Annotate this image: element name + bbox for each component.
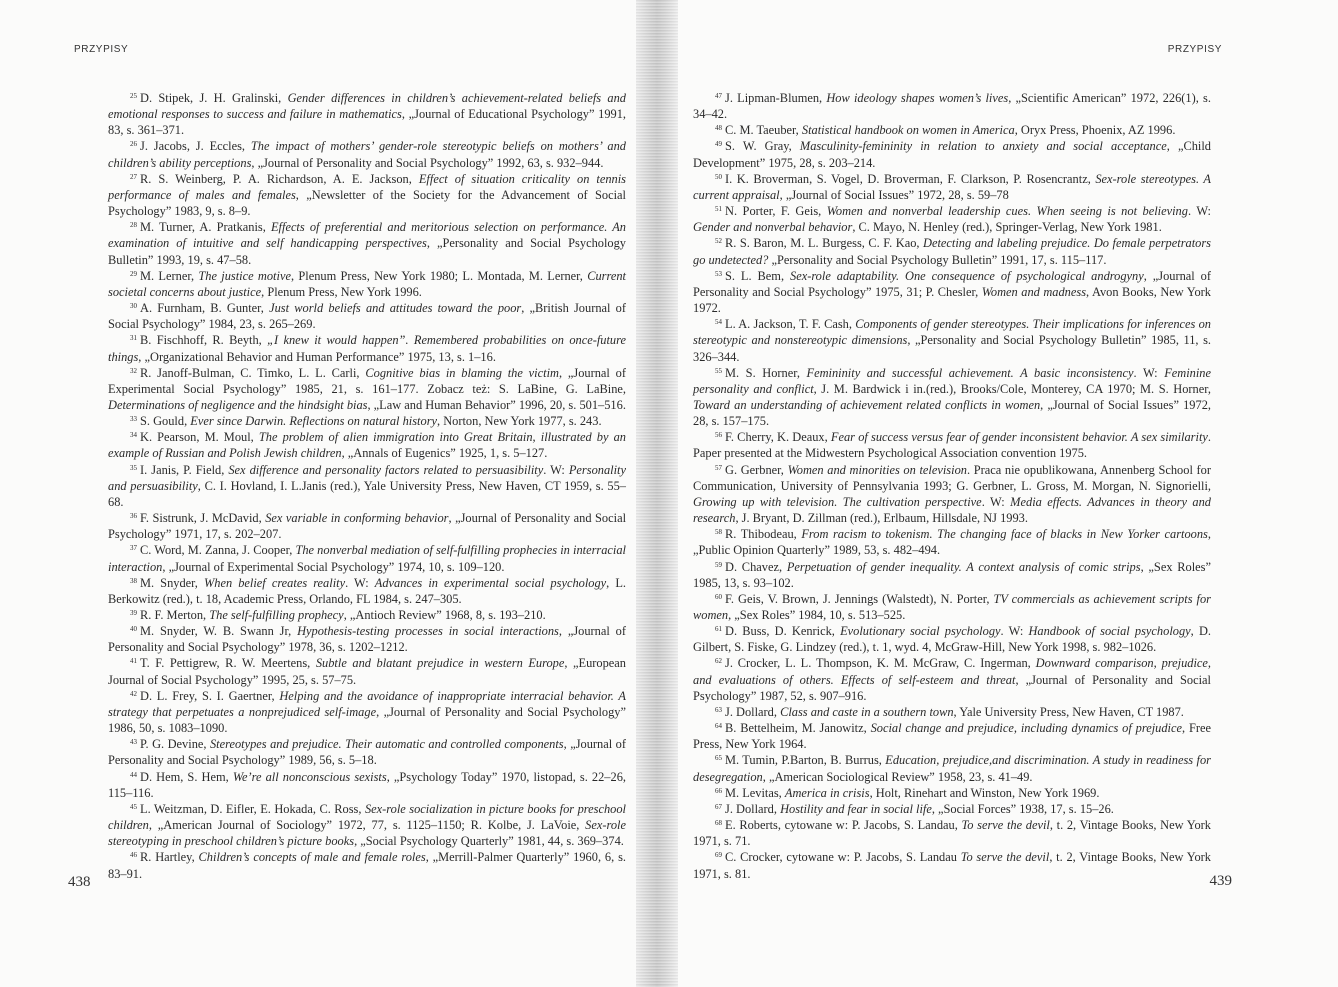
footnote-text: „Personality and Social Psychology Bulletin” 1991, 17, s. 115–117.	[768, 252, 1107, 267]
footnote-title-text: Handbook of social psychology	[1028, 624, 1191, 639]
footnote-57	[693, 462, 1211, 527]
footnote-text: , „American Sociological Review” 1958, 23, s. 41–49.	[762, 769, 1033, 784]
footnote-text: M. Tumin, P.Barton, B. Burrus,	[725, 753, 886, 768]
footnote-text: T. F. Pettigrew, R. W. Meertens,	[140, 656, 316, 671]
footnote-title-text: Sex variable in conforming behavior	[265, 511, 449, 526]
footnote-text: , „Psychology Today” 1970, listopad, s. 22–26, 115–116.	[108, 769, 626, 800]
footnote-marker: 32	[130, 366, 137, 375]
footnote-text: R. Hartley,	[140, 850, 199, 865]
footnote-31	[108, 332, 626, 364]
footnote-52	[693, 235, 1211, 267]
footnote-title-text: Determinations of negligence and the hindsight bias	[108, 397, 368, 412]
footnote-title-text: Women and nonverbal leadership cues. When seeing is not believing	[826, 204, 1188, 219]
footnote-text: , Holt, Rinehart and Winston, New York 1969.	[869, 785, 1100, 800]
footnote-title-text: Subtle and blatant prejudice in western Europe	[315, 656, 565, 671]
footnote-32	[108, 365, 626, 413]
footnote-text: . Paper presented at the Midwestern Psychological Association convention 1975.	[693, 430, 1211, 461]
footnote-45	[108, 801, 626, 849]
footnote-title-text: Class and caste in a southern town	[780, 704, 954, 719]
footnote-text: C. Crocker, cytowane w: P. Jacobs, S. Landau	[725, 850, 961, 865]
footnote-title-text: Sex-role socialization in picture books for preschool children	[108, 801, 626, 833]
footnote-text: , Free Press, New York 1964.	[693, 721, 1211, 752]
footnote-title-text: Hypothesis-testing processes in social interactions	[297, 624, 559, 639]
footnote-text: , „Journal of Experimental Social Psychology” 1974, 10, s. 109–120.	[162, 559, 505, 574]
footnote-text: , t. 2, Vintage Books, New York 1971, s. 81.	[693, 850, 1211, 881]
footnote-title-text: Women and minorities on television	[787, 462, 967, 477]
footnote-title-text: Detecting and labeling prejudice. Do female perpetrators go undetected?	[693, 236, 1211, 267]
footnote-text: , L. Berkowitz (red.), t. 18, Academic Press, Orlando, FL 1984, s. 247–305.	[108, 575, 626, 606]
footnote-marker: 49	[715, 140, 722, 149]
footnote-text: , t. 2, Vintage Books, New York 1971, s. 71.	[693, 818, 1211, 849]
footnote-text: M. Snyder, W. B. Swann Jr,	[140, 624, 298, 639]
footnote-title-text: Sex-role stereotyping in preschool children’s picture books	[108, 818, 626, 849]
footnote-marker: 59	[715, 560, 722, 569]
footnote-text: D. L. Frey, S. I. Gaertner,	[140, 688, 280, 703]
footnote-text: , „Sex Roles” 1984, 10, s. 513–525.	[728, 608, 906, 622]
footnote-title-text: Perpetuation of gender inequality. A context analysis of comic strips	[786, 559, 1141, 574]
footnote-text: , „Social Psychology Quarterly” 1981, 44, s. 369–374.	[354, 834, 624, 849]
footnote-65	[693, 752, 1211, 784]
footnote-26	[108, 138, 626, 170]
footnote-text: , „Newsletter of the Society for the Advancement of Social Psychology” 1983, 9, s. 8–9.	[108, 187, 626, 219]
footnote-51	[693, 203, 1211, 235]
footnote-title-text: Helping and the avoidance of inappropriate interracial behavior. A strategy that perpetuates a nonprejudiced self-image	[108, 688, 626, 719]
footnote-title-text: Stereotypes and prejudice. Their automatic and controlled components	[209, 737, 564, 752]
footnote-62	[693, 655, 1211, 703]
left-page	[0, 0, 640, 987]
footnote-marker: 47	[715, 92, 722, 100]
footnote-text: . W:	[1000, 624, 1029, 639]
footnote-text: , D. Gilbert, S. Fiske, G. Lindzey (red.), t. 1, wyd. 4, McGraw-Hill, New York 1998, s. 982–1026.	[693, 624, 1211, 655]
footnote-marker: 26	[130, 140, 137, 149]
footnote-43	[108, 736, 626, 768]
footnote-66	[693, 785, 1211, 801]
footnote-text: , „European Journal of Social Psychology” 1995, 25, s. 57–75.	[108, 656, 626, 687]
footnote-text: , Plenum Press, New York 1996.	[261, 284, 422, 299]
footnote-marker: 51	[715, 205, 722, 214]
footnote-title-text: TV commercials as achievement scripts for women	[693, 591, 1211, 622]
footnote-text: M. S. Horner,	[725, 365, 807, 380]
footnote-text: , „Annals of Eugenics” 1925, 1, s. 5–127.	[341, 446, 548, 461]
footnote-title-text: Sex-role stereotypes. A current appraisal	[693, 171, 1211, 202]
footnote-title-text: America in crisis	[784, 785, 870, 800]
footnote-marker: 35	[130, 463, 137, 472]
footnote-67	[693, 801, 1211, 817]
footnote-text: . W:	[1187, 204, 1211, 219]
footnote-text: , C. Mayo, N. Henley (red.), Springer-Verlag, New York 1981.	[852, 220, 1162, 235]
footnote-69	[693, 849, 1211, 881]
footnote-title-text: When belief creates reality	[203, 575, 346, 590]
footnote-marker: 58	[715, 528, 722, 537]
footnote-title-text: Advances in experimental social psychology	[374, 575, 607, 590]
footnote-text: , J. Bryant, D. Zillman (red.), Erlbaum, Hillsdale, NJ 1993.	[735, 511, 1028, 526]
footnote-marker: 57	[715, 463, 722, 472]
footnote-marker: 62	[715, 657, 722, 666]
footnote-marker: 29	[130, 269, 137, 278]
footnote-text: D. Buss, D. Kenrick,	[725, 624, 841, 639]
footnote-marker: 25	[130, 92, 137, 100]
footnote-title-text: Media effects. Advances in theory and research	[693, 494, 1212, 526]
footnote-44	[108, 769, 626, 801]
footnote-text: J. Jacobs, J. Eccles,	[140, 139, 251, 154]
footnote-marker: 68	[715, 819, 722, 828]
footnote-title-text: Education, prejudice,and discrimination. A study in readiness for desegregation	[693, 753, 1211, 784]
footnote-title-text: Social change and prejudice, including dynamics of prejudice	[870, 721, 1183, 736]
footnote-title-text: Downward comparison, prejudice, and evaluations of others. Effects of self-esteem and threat	[693, 656, 1211, 687]
footnote-text: N. Porter, F. Geis,	[725, 204, 827, 219]
footnote-34	[108, 429, 626, 461]
footnote-title-text: Hostility and fear in social life	[780, 801, 932, 816]
footnote-text: , „Journal of Personality and Social Psychology” 1975, 31; P. Chesler,	[693, 268, 1212, 299]
footnote-title-text: Ever since Darwin. Reflections on natural history	[190, 414, 438, 429]
footnote-text: , „Journal of Personality and Social Psychology” 1986, 50, s. 1083–1090.	[108, 704, 626, 736]
footnote-text: R. F. Merton,	[140, 608, 210, 622]
footnote-text: . W:	[981, 494, 1011, 509]
footnote-marker: 28	[130, 221, 137, 230]
footnote-text: . W:	[543, 462, 569, 477]
footnote-marker: 66	[715, 786, 722, 795]
footnote-text: , „British Journal of Social Psychology” 1984, 23, s. 265–269.	[108, 301, 626, 332]
footnote-marker: 50	[715, 172, 722, 181]
footnote-text: , „Journal of Educational Psychology” 1991, 83, s. 361–371.	[108, 107, 627, 138]
footnote-text: L. Weitzman, D. Eifler, E. Hokada, C. Ross,	[140, 801, 365, 816]
footnote-title-text: Personality and persuasibility	[108, 462, 626, 493]
footnote-marker: 38	[130, 576, 137, 585]
footnote-text: , „Scientific American” 1972, 226(1), s. 34–42.	[693, 91, 1211, 122]
footnote-54	[693, 316, 1211, 364]
footnote-marker: 63	[715, 705, 722, 714]
footnote-28	[108, 219, 626, 267]
footnote-text: . W:	[345, 575, 375, 590]
footnote-text: D. Hem, S. Hem,	[140, 769, 233, 784]
page-number: 438	[68, 874, 91, 890]
footnote-text: , „American Journal of Sociology” 1972, 77, s. 1125–1150; R. Kolbe, J. LaVoie,	[148, 818, 586, 833]
footnote-marker: 37	[130, 544, 137, 553]
footnote-text: F. Cherry, K. Deaux,	[725, 430, 831, 445]
footnote-text: J. Dollard,	[725, 801, 781, 816]
footnote-title-text: The justice motive	[198, 268, 291, 283]
footnote-text: B. Fischhoff, R. Beyth,	[140, 333, 268, 348]
footnote-title-text: Current societal concerns about justice	[108, 268, 626, 299]
footnote-46	[108, 849, 626, 881]
footnote-title-text: We’re all nonconscious sexists	[232, 769, 387, 784]
footnote-title-text: Effect of situation criticality on tennis performance of males and females	[108, 171, 626, 202]
footnote-text: J. Lipman-Blumen,	[725, 91, 827, 105]
footnote-title-text: Sex difference and personality factors related to persuasibility	[228, 462, 544, 477]
footnote-text: . W:	[1133, 365, 1165, 380]
footnote-60	[693, 591, 1211, 623]
footnote-text: B. Bettelheim, M. Janowitz,	[725, 721, 871, 736]
footnote-text: , „Journal of Personality and Social Psychology” 1971, 17, s. 202–207.	[108, 511, 627, 542]
footnote-title-text: The self-fulfilling prophecy	[209, 608, 344, 622]
page-number: 439	[1209, 873, 1232, 889]
footnote-marker: 67	[715, 802, 722, 811]
footnote-title-text: Just world beliefs and attitudes toward the poor	[269, 301, 522, 316]
footnote-27	[108, 171, 626, 219]
footnote-title-text: Growing up with television. The cultivation perspective	[693, 494, 982, 509]
footnote-title-text: To serve the devil	[961, 818, 1050, 833]
running-head: PRZYPISY	[74, 44, 129, 55]
footnote-61	[693, 623, 1211, 655]
footnote-50	[693, 171, 1211, 203]
footnote-marker: 34	[130, 431, 137, 440]
footnote-title-text: Toward an understanding of achievement related conflicts in women	[693, 397, 1041, 412]
footnote-64	[693, 720, 1211, 752]
book-gutter	[636, 0, 678, 987]
footnote-41	[108, 655, 626, 687]
footnote-title-text: Cognitive bias in blaming the victim	[365, 365, 559, 380]
footnote-title-text: The nonverbal mediation of self-fulfilling prophecies in interracial interaction	[108, 543, 626, 574]
footnote-text: M. Lerner,	[140, 268, 199, 283]
footnote-text: F. Geis, V. Brown, J. Jennings (Walstedt), N. Porter,	[725, 591, 994, 606]
footnote-title-text: How ideology shapes women’s lives	[826, 91, 1009, 105]
footnote-marker: 52	[715, 237, 722, 246]
footnote-text: , „Journal of Personality and Social Psychology” 1992, 63, s. 932–944.	[251, 155, 604, 170]
footnote-68	[693, 817, 1211, 849]
footnote-text: E. Roberts, cytowane w: P. Jacobs, S. Landau,	[725, 818, 962, 833]
footnote-text: , „Public Opinion Quarterly” 1989, 53, s. 482–494.	[693, 527, 1211, 558]
footnote-text: , „Antioch Review” 1968, 8, s. 193–210.	[343, 608, 546, 622]
footnote-title-text: From racism to tokenism. The changing face of blacks in New Yorker cartoons	[801, 527, 1208, 542]
footnote-text: S. Gould,	[140, 414, 191, 429]
footnote-text: , Norton, New York 1977, s. 243.	[437, 414, 602, 429]
footnote-text: R. S. Baron, M. L. Burgess, C. F. Kao,	[725, 236, 924, 251]
footnote-text: J. Crocker, L. L. Thompson, K. M. McGraw, C. Ingerman,	[725, 656, 1036, 671]
footnote-text: , Avon Books, New York 1972.	[693, 284, 1211, 316]
footnote-list	[693, 90, 1211, 882]
footnote-text: , „Journal of Social Issues” 1972, 28, s. 157–175.	[693, 397, 1211, 429]
footnote-text: , „Journal of Social Issues” 1972, 28, s. 59–78	[779, 187, 1009, 202]
footnote-marker: 33	[130, 415, 137, 424]
footnote-text: , Plenum Press, New York 1980; L. Montada, M. Lerner,	[290, 268, 588, 283]
footnote-text: , „Journal of Personality and Social Psychology” 1978, 36, s. 1202–1212.	[108, 624, 627, 655]
footnote-47	[693, 90, 1211, 122]
footnote-text: C. Word, M. Zanna, J. Cooper,	[140, 543, 296, 558]
footnote-marker: 30	[130, 302, 137, 311]
footnote-marker: 42	[130, 689, 137, 698]
footnote-text: , Oryx Press, Phoenix, AZ 1996.	[1014, 123, 1176, 138]
footnote-marker: 31	[130, 334, 137, 343]
footnote-39	[108, 607, 626, 623]
footnote-title-text: Effects of preferential and meritorious selection on performance. An examination of intuitive and self handicapping perspectives	[108, 220, 626, 251]
footnote-title-text: To serve the devil	[960, 850, 1050, 865]
footnote-text: , Yale University Press, New Haven, CT 1987.	[953, 704, 1184, 719]
footnote-49	[693, 138, 1211, 170]
footnote-text: R. Thibodeau,	[725, 527, 802, 542]
footnote-text: R. S. Weinberg, P. A. Richardson, A. E. Jackson,	[140, 171, 419, 186]
footnote-text: , „Personality and Social Psychology Bulletin” 1993, 19, s. 47–58.	[108, 236, 626, 267]
footnote-marker: 43	[130, 738, 137, 747]
footnote-marker: 46	[130, 851, 137, 860]
footnote-marker: 69	[715, 851, 722, 860]
footnote-marker: 45	[130, 802, 137, 811]
footnote-56	[693, 429, 1211, 461]
footnote-text: R. Janoff-Bulman, C. Timko, L. L. Carli,	[140, 365, 366, 380]
footnote-title-text: Sex-role adaptability. One consequence of psychological androgyny	[790, 268, 1144, 283]
footnote-text: , „Journal of Experimental Social Psychology” 1985, 21, s. 161–177. Zobacz też: S. LaBine, G. LaBine,	[108, 365, 627, 396]
footnote-title-text: Gender and nonverbal behavior	[693, 220, 853, 235]
footnote-marker: 40	[130, 625, 137, 634]
footnote-marker: 41	[130, 657, 137, 666]
footnote-text: , „Social Forces” 1938, 17, s. 15–26.	[931, 801, 1114, 816]
footnote-36	[108, 510, 626, 542]
footnote-text: M. Levitas,	[725, 785, 785, 800]
footnote-title-text: The impact of mothers’ gender-role stereotypic beliefs on mothers’ and children’s ability perceptions	[108, 139, 626, 170]
footnote-text: A. Furnham, B. Gunter,	[140, 301, 270, 316]
footnote-text: , C. I. Hovland, I. L.Janis (red.), Yale University Press, New Haven, CT 1959, s. 55–68.	[108, 478, 626, 509]
footnote-marker: 61	[715, 625, 722, 634]
footnote-text: I. Janis, P. Field,	[140, 462, 229, 477]
footnote-marker: 55	[715, 366, 722, 375]
footnote-35	[108, 462, 626, 510]
footnote-title-text: Children’s concepts of male and female roles	[198, 850, 426, 865]
footnote-42	[108, 688, 626, 736]
footnote-text: D. Stipek, J. H. Gralinski,	[140, 91, 288, 105]
footnote-53	[693, 268, 1211, 316]
footnote-58	[693, 526, 1211, 558]
footnote-text: M. Turner, A. Pratkanis,	[140, 220, 271, 235]
footnote-text: , J. M. Bardwick i in.(red.), Brooks/Cole, Monterey, CA 1970; M. S. Horner,	[813, 381, 1211, 396]
footnote-title-text: Components of gender stereotypes. Their implications for inferences on stereotypic and nonstereotypic dimensions	[693, 317, 1211, 348]
footnote-40	[108, 623, 626, 655]
footnote-text: I. K. Broverman, S. Vogel, D. Broverman, F. Clarkson, P. Rosencrantz,	[725, 171, 1096, 186]
footnote-37	[108, 542, 626, 574]
footnote-text: F. Sistrunk, J. McDavid,	[140, 511, 266, 526]
footnote-text: , „Law and Human Behavior” 1996, 20, s. 501–516.	[367, 397, 626, 412]
footnote-text: M. Snyder,	[140, 575, 204, 590]
footnote-29	[108, 268, 626, 300]
footnote-text: L. A. Jackson, T. F. Cash,	[725, 317, 856, 332]
footnote-text: , „Journal of Personality and Social Psychology” 1989, 56, s. 5–18.	[108, 737, 626, 768]
footnote-marker: 64	[715, 722, 722, 731]
footnote-marker: 65	[715, 754, 722, 763]
right-page	[676, 0, 1338, 987]
footnote-text: D. Chavez,	[725, 559, 787, 574]
footnote-title-text: The problem of alien immigration into Great Britain, illustrated by an example of Russian and Polish Jewish children	[108, 430, 627, 461]
footnote-title-text: Masculinity-femininity in relation to anxiety and social acceptance	[799, 139, 1167, 154]
footnote-text: , „Personality and Social Psychology Bulletin” 1985, 11, s. 326–344.	[693, 333, 1211, 364]
footnote-text: , „Journal of Personality and Social Psychology” 1987, 52, s. 907–916.	[693, 672, 1211, 703]
footnote-title-text: Women and madness	[981, 284, 1087, 299]
footnote-text: , „Child Development” 1975, 28, s. 203–214.	[693, 139, 1211, 170]
footnote-list	[108, 90, 626, 882]
footnote-text: , „Merrill-Palmer Quarterly” 1960, 6, s. 83–91.	[108, 850, 626, 881]
footnote-38	[108, 575, 626, 607]
footnote-30	[108, 300, 626, 332]
footnote-marker: 44	[130, 770, 137, 779]
footnote-text: C. M. Taeuber,	[725, 123, 802, 138]
footnote-33	[108, 413, 626, 429]
footnote-title-text: Gender differences in children’s achievement-related beliefs and emotional responses to success and failure in mathematics	[108, 91, 626, 122]
footnote-marker: 39	[130, 609, 137, 617]
footnote-59	[693, 559, 1211, 591]
footnote-text: G. Gerbner,	[725, 462, 788, 477]
footnote-text: S. W. Gray,	[725, 139, 800, 154]
footnote-marker: 36	[130, 512, 137, 521]
footnote-title-text: Femininity and successful achievement. A basic inconsistency	[806, 365, 1134, 380]
footnote-text: , „Organizational Behavior and Human Performance” 1975, 13, s. 1–16.	[138, 349, 496, 364]
footnote-marker: 60	[715, 592, 722, 601]
footnote-25	[108, 90, 626, 138]
footnote-text: S. L. Bem,	[725, 268, 790, 283]
footnote-text: , „Sex Roles” 1985, 13, s. 93–102.	[693, 559, 1211, 590]
running-head: PRZYPISY	[1167, 44, 1222, 55]
footnote-text: J. Dollard,	[725, 704, 781, 719]
footnote-title-text: Statistical handbook on women in America	[801, 123, 1015, 138]
footnote-63	[693, 704, 1211, 720]
footnote-title-text: Feminine personality and conflict	[693, 365, 1211, 396]
footnote-marker: 53	[715, 269, 722, 278]
footnote-marker: 48	[715, 124, 722, 133]
footnote-marker: 56	[715, 431, 722, 440]
footnote-marker: 54	[715, 318, 722, 327]
footnote-title-text: Evolutionary social psychology	[840, 624, 1001, 639]
footnote-title-text: „I knew it would happen”. Remembered probabilities on once-future things	[108, 333, 626, 364]
footnote-title-text: Fear of success versus fear of gender inconsistent behavior. A sex similarity	[830, 430, 1208, 445]
footnote-marker: 27	[130, 172, 137, 181]
footnote-text: P. G. Devine,	[140, 737, 210, 752]
footnote-text: . Praca nie opublikowana, Annenberg School for Communication, University of Pennsylvania 1993; G. Gerbner, L. Gross, M. Morgan, N. Signorielli,	[693, 462, 1212, 493]
footnote-48	[693, 122, 1211, 138]
footnote-text: K. Pearson, M. Moul,	[140, 430, 259, 445]
footnote-55	[693, 365, 1211, 430]
